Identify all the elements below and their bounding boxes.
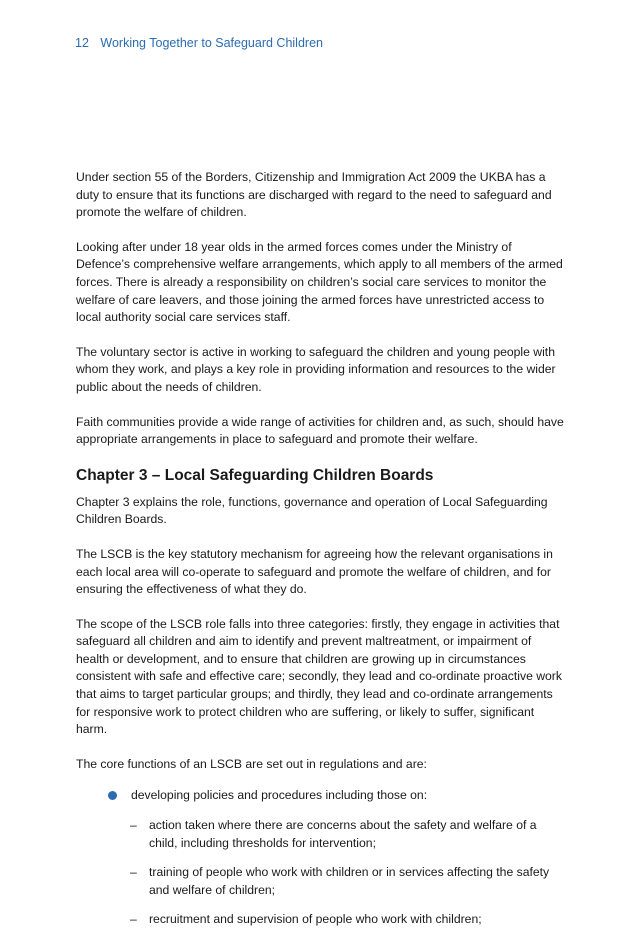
bullet-text: developing policies and procedures including those on:: [131, 788, 428, 803]
sub-list-item: [130, 864, 566, 899]
running-header: [75, 36, 323, 50]
paragraph-core-functions: The core functions of an LSCB are set out in regulations and are:: [76, 756, 427, 771]
sub-list-item: [130, 911, 566, 929]
paragraph-lscb-scope: The scope of the LSCB role falls into three categories: firstly, they engage in activities that safeguard all children and aim to identify and prevent maltreatment, or impairment of health or development, and to ensure that children are growing up in circumstances consistent with safe and effective care; secondly, they lead and co-ordinate proactive work that aims to target particular groups; and thirdly, they lead and co-ordinate arrangements for responsive work to protect children who are suffering, or likely to suffer, significant harm.: [76, 616, 562, 737]
sub-item-text: recruitment and supervision of people who work with children;: [149, 912, 482, 927]
document-title: Working Together to Safeguard Children: [100, 36, 323, 50]
paragraph-lscb-mechanism: The LSCB is the key statutory mechanism for agreeing how the relevant organisations in each local area will co-operate to safeguard and promote the welfare of children, and for ensuring the effectiveness of what they do.: [76, 546, 553, 597]
paragraph-armed-forces: Looking after under 18 year olds in the armed forces comes under the Ministry of Defence’s comprehensive welfare arrangements, which apply to all members of the armed forces. There is already a responsibility on children’s social care services to monitor the welfare of care leavers, and those joining the armed forces have unrestricted access to local authority social care services staff.: [76, 239, 563, 325]
dash-marker: –: [130, 818, 137, 833]
page-body: [76, 169, 566, 929]
bullet-dot-icon: [108, 791, 117, 800]
list-item: [131, 787, 566, 805]
dash-marker: –: [130, 912, 137, 927]
paragraph-chapter-intro: Chapter 3 explains the role, functions, governance and operation of Local Safeguarding Children Boards.: [76, 494, 548, 527]
dash-marker: –: [130, 865, 137, 880]
sub-item-text: action taken where there are concerns about the safety and welfare of a child, including thresholds for intervention;: [149, 818, 537, 850]
chapter-heading: Chapter 3 – Local Safeguarding Children Boards: [76, 466, 434, 484]
page-number: 12: [75, 36, 89, 50]
sub-item-text: training of people who work with children or in services affecting the safety and welfare of children;: [149, 865, 550, 897]
paragraph-faith-communities: Faith communities provide a wide range of activities for children and, as such, should have appropriate arrangements in place to safeguard and promote their welfare.: [76, 414, 564, 447]
paragraph-ukba: Under section 55 of the Borders, Citizenship and Immigration Act 2009 the UKBA has a duty to ensure that its functions are discharged with regard to the need to safeguard and promote the welfare of children.: [76, 170, 552, 220]
sub-list-item: [130, 817, 566, 852]
paragraph-voluntary-sector: The voluntary sector is active in working to safeguard the children and young people with whom they work, and plays a key role in providing information and resources to the wider public about the needs of children.: [76, 344, 556, 394]
